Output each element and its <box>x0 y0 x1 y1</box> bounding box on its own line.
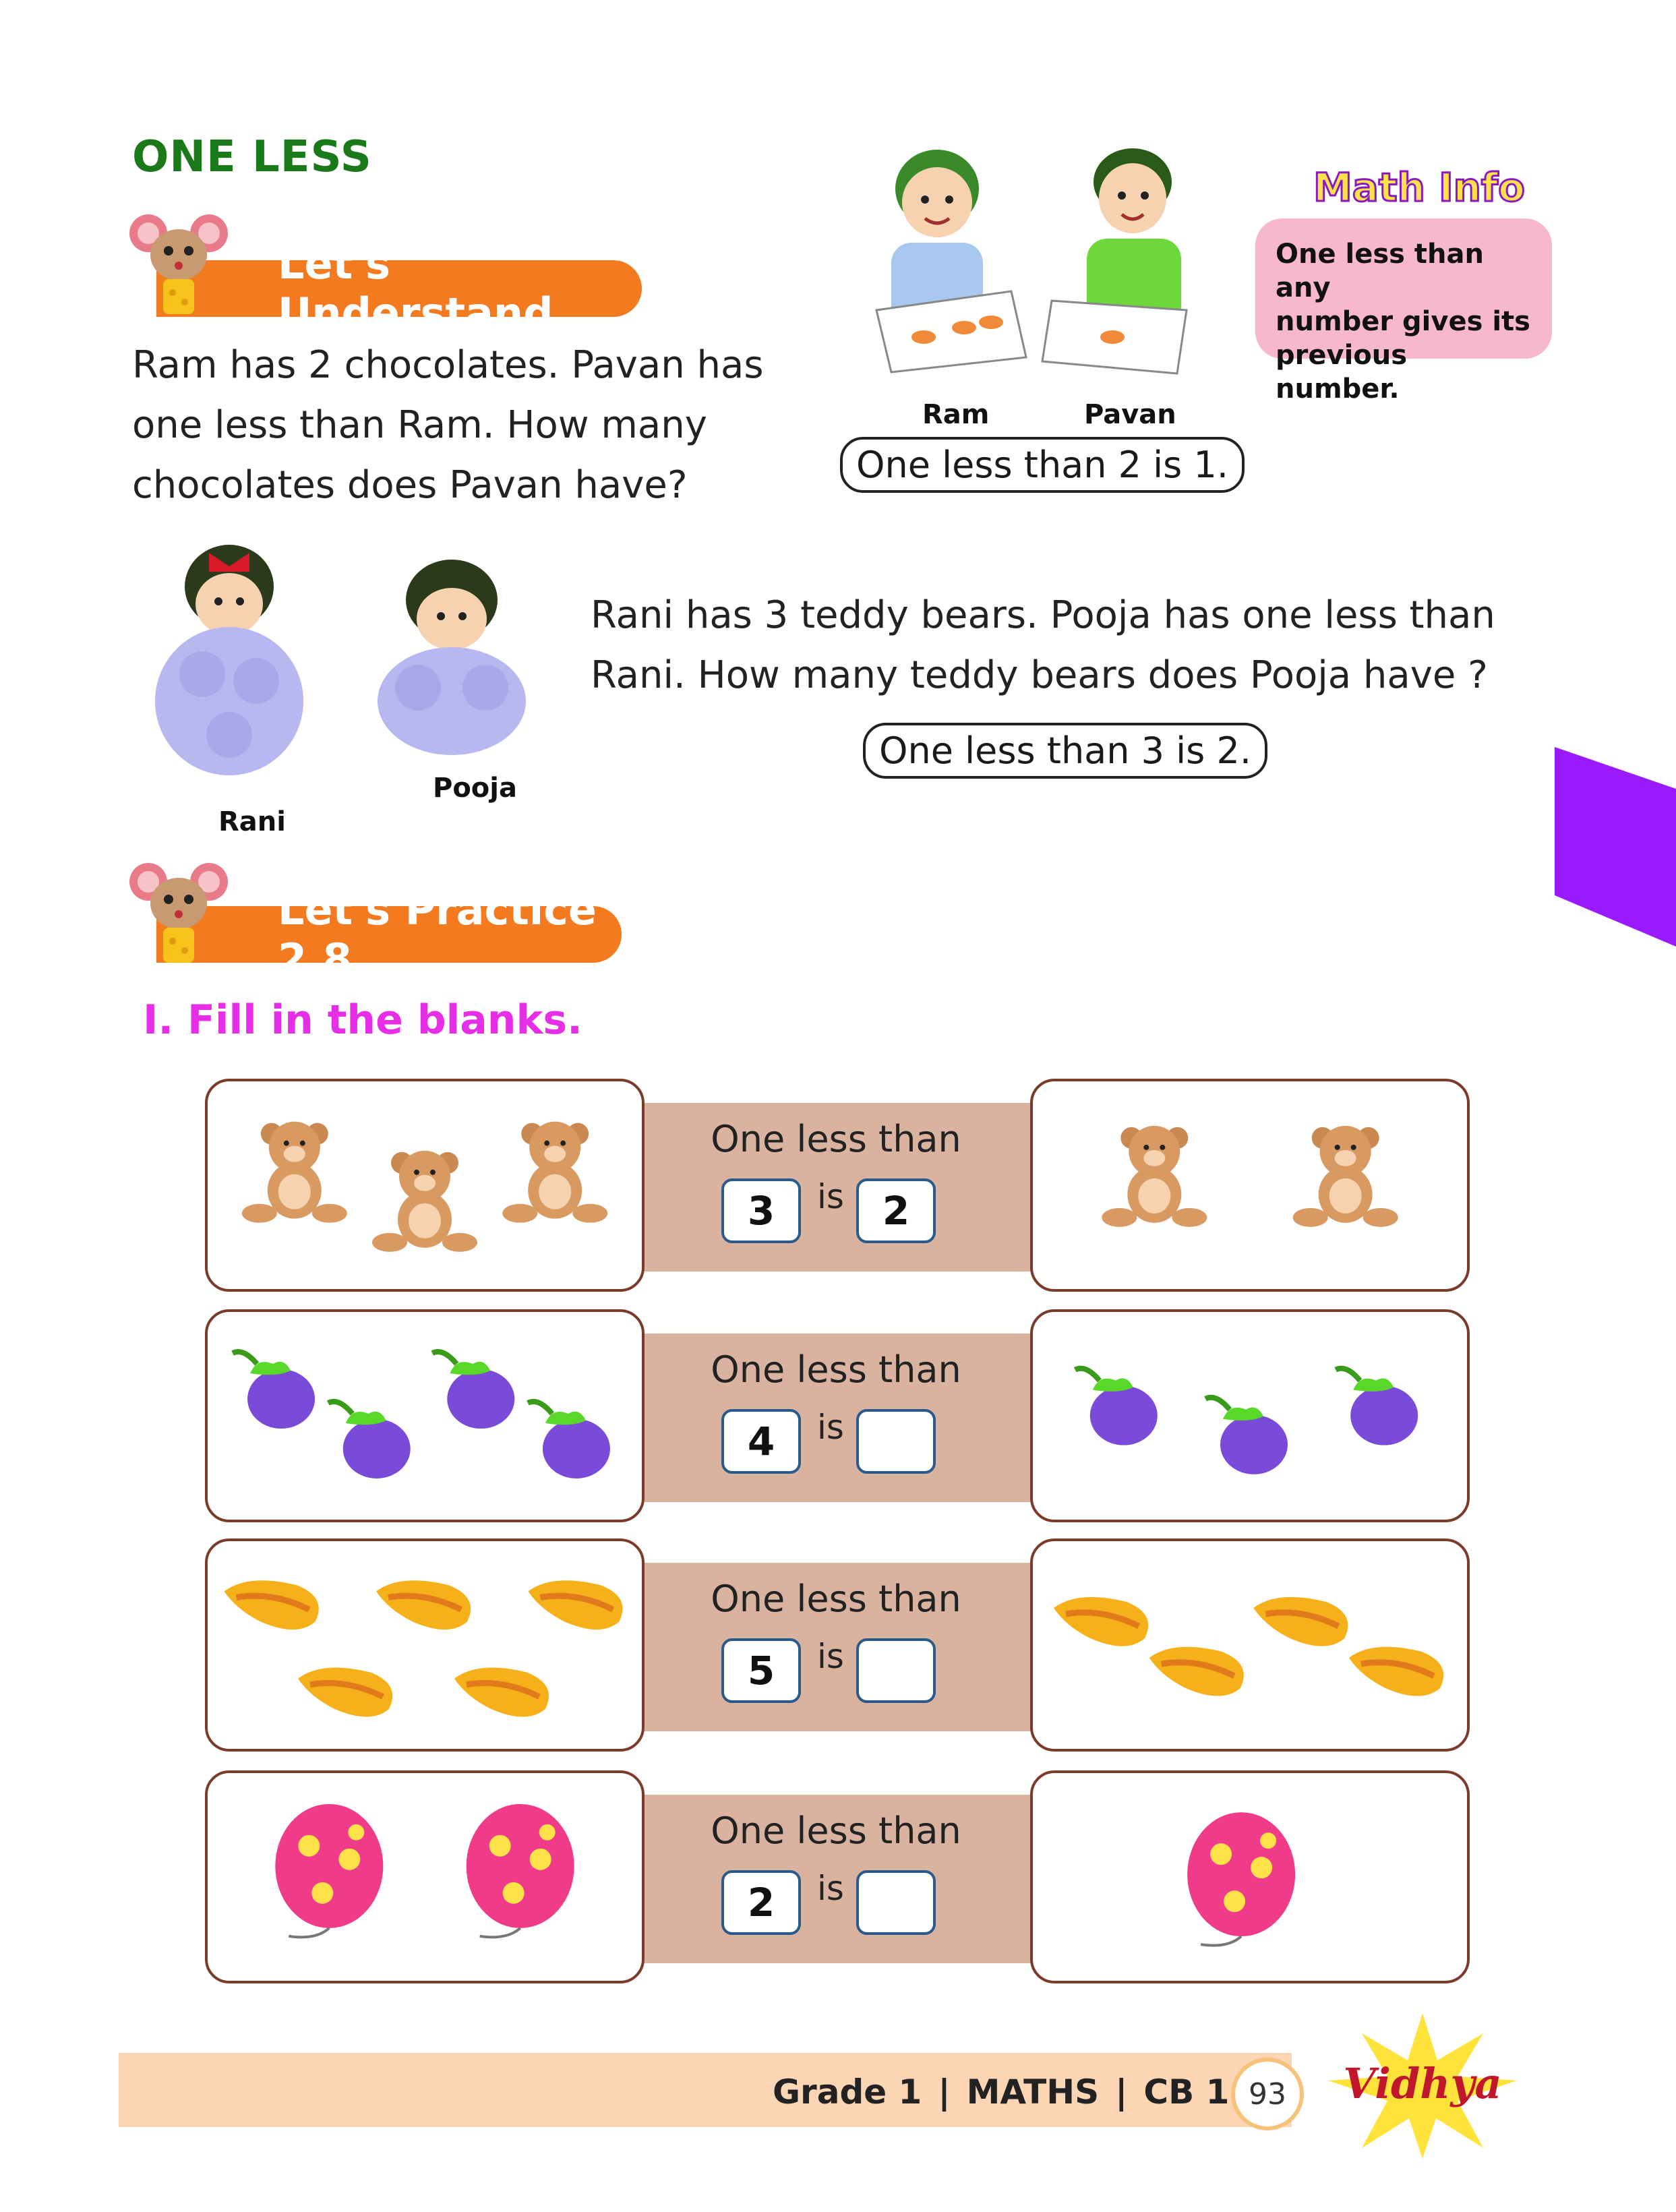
footer-subject: MATHS <box>966 2072 1100 2112</box>
fill-blanks-heading: I. Fill in the blanks. <box>143 996 582 1044</box>
practice-banner-label: Let's Practice 2.8 <box>278 885 597 984</box>
papaya-icon <box>225 1580 319 1630</box>
teddy-answer: One less than 3 is 2. <box>863 723 1267 779</box>
understand-banner-label: Let's Understand <box>278 239 553 338</box>
papaya-icon <box>528 1580 622 1630</box>
brinjal-group <box>208 1312 642 1520</box>
answer-input[interactable] <box>856 1870 936 1935</box>
papaya-icon <box>376 1580 471 1630</box>
given-number-box: 5 <box>721 1638 801 1703</box>
mouse-mascot-icon <box>128 855 229 969</box>
footer-separator: | <box>1115 2072 1128 2112</box>
footer-separator: | <box>938 2072 951 2112</box>
one-less-than-label: One less than <box>711 1118 961 1160</box>
story-line: Rani. How many teddy bears does Pooja have ? <box>591 653 1488 697</box>
left-picture-card <box>205 1079 645 1292</box>
balloon-icon <box>467 1804 574 1938</box>
question-band <box>640 1103 1031 1272</box>
story-line: Rani has 3 teddy bears. Pooja has one less than <box>591 593 1495 637</box>
papaya-icon <box>454 1668 549 1717</box>
math-info-box <box>1255 218 1552 405</box>
is-label: is <box>817 1869 844 1908</box>
teddy-bear-icon <box>1293 1126 1398 1227</box>
mouse-mascot-icon <box>128 206 229 321</box>
balloon-group <box>208 1773 642 1981</box>
is-label: is <box>817 1408 844 1447</box>
papaya-icon <box>1349 1647 1443 1696</box>
teddy-bear-icon <box>502 1122 607 1223</box>
given-number-box: 4 <box>721 1409 801 1474</box>
story-line: chocolates does Pavan have? <box>132 463 688 507</box>
footer-book: CB 1 <box>1143 2072 1230 2112</box>
teddy-bear-icon <box>242 1122 347 1223</box>
papaya-group <box>1033 1541 1467 1749</box>
brinjal-icon <box>1336 1369 1418 1445</box>
question-band <box>640 1795 1031 1963</box>
math-info-line: One less than any <box>1276 239 1484 303</box>
footer-text <box>773 2072 1229 2112</box>
one-less-than-label: One less than <box>711 1578 961 1620</box>
papaya-icon <box>1149 1647 1244 1696</box>
brinjal-icon <box>233 1352 315 1429</box>
brinjal-icon <box>328 1402 411 1478</box>
question-band <box>640 1563 1031 1731</box>
rani-pooja-illustration <box>155 539 533 809</box>
vidhya-logo-icon <box>1308 2006 1537 2161</box>
given-number-box: 3 <box>721 1178 801 1243</box>
right-picture-card <box>1030 1770 1470 1983</box>
given-number-box: 2 <box>721 1870 801 1935</box>
teddy-bear-icon <box>1102 1126 1207 1227</box>
page-title: ONE LESS <box>132 132 372 182</box>
math-info-title: Math Info <box>1313 165 1526 210</box>
left-picture-card <box>205 1309 645 1522</box>
teddy-bear-icon <box>372 1151 477 1252</box>
balloon-group <box>1033 1773 1467 1981</box>
understand-story <box>132 335 840 515</box>
left-picture-card <box>205 1770 645 1983</box>
left-picture-card <box>205 1538 645 1752</box>
teddy-story <box>591 585 1548 705</box>
footer-grade: Grade 1 <box>773 2072 922 2112</box>
right-picture-card <box>1030 1538 1470 1752</box>
page-number: 93 <box>1231 2058 1304 2130</box>
right-picture-card <box>1030 1079 1470 1292</box>
brinjal-icon <box>432 1352 514 1429</box>
story-line: one less than Ram. How many <box>132 403 707 447</box>
teddy-bear-group <box>1033 1081 1467 1289</box>
one-less-than-label: One less than <box>711 1810 961 1852</box>
understand-banner <box>156 239 642 338</box>
is-label: is <box>817 1177 844 1216</box>
teddy-bear-group <box>208 1081 642 1289</box>
math-info-line: number gives its <box>1276 306 1530 337</box>
papaya-icon <box>1054 1597 1148 1646</box>
balloon-icon <box>1187 1812 1295 1946</box>
papaya-group <box>208 1541 642 1749</box>
label-rani: Rani <box>218 806 286 837</box>
brinjal-group <box>1033 1312 1467 1520</box>
answer-input[interactable]: 2 <box>856 1178 936 1243</box>
question-band <box>640 1334 1031 1502</box>
understand-answer: One less than 2 is 1. <box>840 437 1245 493</box>
story-line: Ram has 2 chocolates. Pavan has <box>132 343 764 387</box>
ram-pavan-illustration <box>849 142 1227 398</box>
balloon-icon <box>275 1804 383 1938</box>
brinjal-icon <box>528 1402 610 1478</box>
label-pavan: Pavan <box>1084 399 1176 430</box>
logo-text: Vidhya <box>1343 2059 1502 2108</box>
papaya-icon <box>298 1668 392 1717</box>
label-ram: Ram <box>922 399 990 430</box>
math-info-line: previous number. <box>1276 340 1408 405</box>
side-tab-decoration <box>1555 747 1676 947</box>
answer-input[interactable] <box>856 1638 936 1703</box>
papaya-icon <box>1253 1597 1348 1646</box>
one-less-than-label: One less than <box>711 1348 961 1391</box>
label-pooja: Pooja <box>433 773 517 804</box>
is-label: is <box>817 1637 844 1676</box>
brinjal-icon <box>1075 1369 1158 1445</box>
brinjal-icon <box>1205 1398 1288 1474</box>
right-picture-card <box>1030 1309 1470 1522</box>
answer-input[interactable] <box>856 1409 936 1474</box>
